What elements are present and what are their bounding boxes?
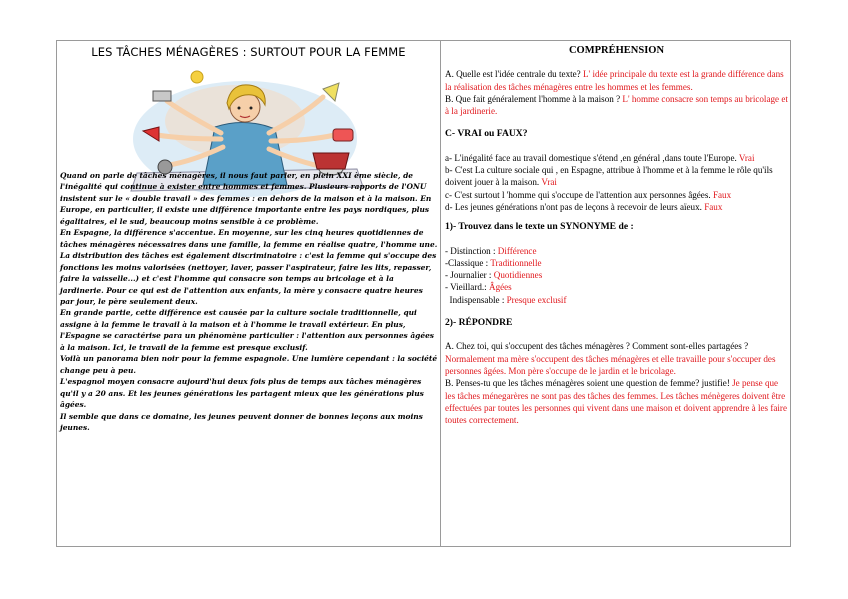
reading-title: LES TÂCHES MÉNAGÈRES : SURTOUT POUR LA FEMME — [91, 45, 406, 59]
word-text: - Journalier : — [445, 270, 494, 281]
reading-column — [57, 41, 440, 546]
question-text: B. Que fait généralement l'homme à la maison ? — [445, 93, 623, 104]
exercise-column — [441, 41, 792, 546]
spacer — [445, 306, 788, 317]
synonym-item — [445, 294, 788, 306]
open-question-a — [445, 340, 788, 377]
reading-text — [60, 170, 438, 433]
comprehension-title: COMPRÉHENSION — [568, 45, 665, 56]
spacer — [445, 329, 788, 340]
question-b — [445, 93, 788, 118]
reading-paragraph: Il semble que dans ce domaine, les jeunes peuvent donner de bonnes leçons aux moins jeunes. — [60, 411, 423, 432]
answer-text: Vrai — [738, 152, 755, 163]
word-text: - Distinction : — [445, 245, 498, 256]
true-false-item — [445, 189, 788, 201]
answer-text: Différence — [497, 245, 537, 256]
word-text: - Vieillard.: — [445, 282, 489, 293]
answer-text: Normalement ma mère s'occupent des tâches ménagères et elle travaille pour s'occuper des personnes âgées. Mon père s'occupe de le jardin et le bricolage. — [445, 353, 776, 376]
answer-text: Quotidiennes — [493, 270, 543, 281]
spacer — [445, 117, 788, 128]
answer-text: Faux — [704, 201, 723, 212]
true-false-heading: C- VRAI ou FAUX? — [445, 128, 528, 140]
spacer — [445, 213, 788, 221]
reading-paragraph: Quand on parle de tâches ménagères, il nous faut parler, en plein XXI ème siècle, de l'inégalité qui continue à exister entre hommes et femmes. Plusieurs rapports de l'ONU insistent sur le « double travail » des femmes : en dehors de la maison et à la maison. En Europe, en particulier, il existe une différence importante entre les pays nordiques, plus égalitaires, el le sud, beaucoup moins sensible à ce problème. — [60, 171, 432, 226]
statement-text: b- C'est La culture sociale qui , en Espagne, attribue à l'homme et à la femme le rôle qu'ils doivent jouer à la maison. — [445, 165, 773, 188]
reading-paragraph: L'espagnol moyen consacre aujourd'hui deux fois plus de temps aux tâches ménagères qu'il y a 20 ans. Et les jeunes générations les partagent mieux que les générations plus âgées. — [60, 377, 424, 410]
word-text: -Classique : — [445, 257, 491, 268]
synonym-item — [445, 269, 788, 281]
answer-text: Vrai — [541, 177, 557, 188]
synonym-heading: 1)- Trouvez dans le texte un SYNONYME de : — [445, 221, 634, 233]
question-text: B. Penses-tu que les tâches ménagères soient une question de femme? justifie! — [445, 378, 733, 389]
true-false-item — [445, 164, 788, 189]
answer-text: Âgées — [489, 282, 512, 293]
statement-text: d- Les jeunes générations n'ont pas de leçons à recevoir de leurs aïeux. — [445, 201, 705, 212]
statement-text: a- L'inégalité face au travail domestique s'étend ,en général ,dans toute l'Europe. — [445, 152, 739, 163]
answer-text: L' idée principale du texte est la grande différence dans la réalisation des tâches ménagères entre les hommes et les femmes. — [445, 69, 784, 92]
synonym-item — [445, 281, 788, 293]
question-text: A. Quelle est l'idée centrale du texte? — [445, 69, 583, 80]
exercise-text — [445, 41, 788, 426]
true-false-item — [445, 201, 788, 213]
question-text: A. Chez toi, qui s'occupent des tâches ménagères ? Comment sont-elles partagées ? — [445, 341, 749, 352]
answer-heading: 2)- RÉPONDRE — [445, 317, 513, 329]
worksheet-table — [56, 40, 791, 547]
synonym-item — [445, 257, 788, 269]
spacer — [445, 57, 788, 68]
reading-paragraph: En grande partie, cette différence est causée par la culture sociale traditionnelle, qui assigne à la femme le travail à la maison et à l'homme le travail extérieur. En plus, l'Espagne se caractérise para un phénomène particulier : l'attention aux personnes âgées à la maison. Ici, le travail de la femme est presque exclusif. — [60, 308, 434, 352]
answer-text: Je pense que les tâches ménegarères ne sont pas des tâches des femmes. Les tâches ménègeres doivent être effectuées par toutes les personnes qui vivent dans une maison et doivent apprendre à les faire toutes correctement. — [445, 378, 787, 426]
answer-text: Traditionnelle — [490, 257, 542, 268]
answer-text: L' homme consacre son temps au bricolage et à la jardinerie. — [445, 93, 788, 117]
statement-text: c- C'est surtout l 'homme qui s'occupe de l'attention aux personnes âgées. — [445, 189, 713, 200]
reading-paragraph: Voilà un panorama bien noir pour la femme espagnole. Une lumière cependant : la société change peu à peu. — [60, 354, 438, 375]
answer-text: Presque exclusif — [506, 294, 567, 305]
spacer — [445, 141, 788, 152]
true-false-item — [445, 152, 788, 164]
answer-text: Faux — [712, 189, 732, 200]
reading-paragraph: En Espagne, la différence s'accentue. En moyenne, sur les cinq heures quotidiennes de tâches ménagères nécessaires dans une famille, la femme en réalise quatre, l'homme une. La distribution des tâches est également discriminatoire : c'est la femme qui s'occupe des fonctions les moins valorisées (nettoyer, laver, passer l'aspirateur, faire les lits, repasser, faire la vaisselle...) et c'est l'homme qui consacre son temps au bricolage et à la jardinerie. Pour ce qui est de l'attention aux enfants, la mère y consacre quatre heures par jour, le père seulement deux. — [60, 228, 438, 306]
open-question-b — [445, 377, 788, 426]
question-a — [445, 68, 788, 93]
word-text: Indispensable : — [445, 294, 507, 305]
spacer — [445, 234, 788, 245]
synonym-item — [445, 245, 788, 257]
